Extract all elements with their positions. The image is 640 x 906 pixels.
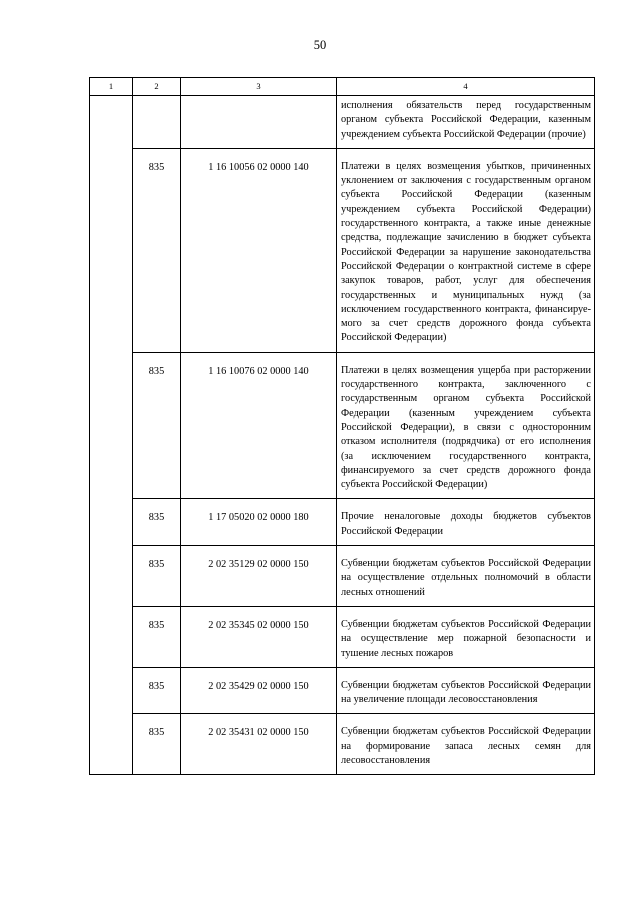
column-header-4: 4 xyxy=(337,78,595,96)
description-cell: исполнения обязательств перед государственным органом субъекта Российской Федерации, казенным учреждением субъекта Российской Федерации (прочие) xyxy=(337,96,595,149)
table-row xyxy=(90,546,595,607)
description-cell: Субвенции бюджетам субъектов Российской Федерации на осуществление отдельных полномочий в области лесных отношений xyxy=(337,546,595,607)
table-row xyxy=(90,352,595,499)
budget-code-cell: 1 16 10076 02 0000 140 xyxy=(181,352,337,499)
admin-code-cell: 835 xyxy=(133,667,181,714)
admin-code-cell: 835 xyxy=(133,148,181,352)
table-row xyxy=(90,714,595,775)
admin-code-cell: 835 xyxy=(133,352,181,499)
budget-code-cell: 2 02 35431 02 0000 150 xyxy=(181,714,337,775)
column-header-3: 3 xyxy=(181,78,337,96)
admin-code-cell xyxy=(133,96,181,149)
admin-code-cell: 835 xyxy=(133,714,181,775)
budget-code-cell: 1 16 10056 02 0000 140 xyxy=(181,148,337,352)
admin-code-cell: 835 xyxy=(133,546,181,607)
column-header-1: 1 xyxy=(90,78,133,96)
budget-code-cell: 2 02 35129 02 0000 150 xyxy=(181,546,337,607)
revenue-codes-table xyxy=(89,77,595,775)
description-cell: Прочие неналоговые доходы бюджетов субъектов Российской Федерации xyxy=(337,499,595,546)
admin-code-cell: 835 xyxy=(133,606,181,667)
description-cell: Субвенции бюджетам субъектов Российской Федерации на увеличение площади лесовосстановления xyxy=(337,667,595,714)
budget-code-cell: 2 02 35345 02 0000 150 xyxy=(181,606,337,667)
page-number: 50 xyxy=(313,38,327,52)
description-cell: Платежи в целях возмещения убытков, причиненных уклонением от заключения с государственным органом субъекта Российской Федерации (казенным учреждением субъекта Российской Федерации) государственного контракта, а также иные денежные средства, подлежащие зачислению в бюджет субъекта Российской Федерации за нарушение законодательства Российской Федерации о контрактной системе в сфере закупок товаров, работ, услуг для обеспечения государственных и муниципальных нужд (за исключением государственного контракта, финансируемого за счет средств дорожного фонда субъекта Российской Федерации) xyxy=(337,148,595,352)
description-cell: Субвенции бюджетам субъектов Российской Федерации на осуществление мер пожарной безопасности и тушение лесных пожаров xyxy=(337,606,595,667)
table-row xyxy=(90,96,595,149)
budget-code-cell: 2 02 35429 02 0000 150 xyxy=(181,667,337,714)
description-cell: Платежи в целях возмещения ущерба при расторжении государственного контракта, заключенного с государственным органом субъекта Российской Федерации (казенным учреждением субъекта Российской Федерации), в связи с односторонним отказом исполнителя (подрядчика) от его исполнения (за исключением государственного контракта, финансируемого за счет средств дорожного фонда субъекта Российской Федерации) xyxy=(337,352,595,499)
budget-code-cell: 1 17 05020 02 0000 180 xyxy=(181,499,337,546)
table-row xyxy=(90,606,595,667)
budget-code-cell xyxy=(181,96,337,149)
merged-column-1-cell xyxy=(90,96,133,775)
table-row xyxy=(90,148,595,352)
description-cell: Субвенции бюджетам субъектов Российской Федерации на формирование запаса лесных семян для лесовосстановления xyxy=(337,714,595,775)
admin-code-cell: 835 xyxy=(133,499,181,546)
table-header-row xyxy=(90,78,595,96)
table-row xyxy=(90,667,595,714)
table-row xyxy=(90,499,595,546)
column-header-2: 2 xyxy=(133,78,181,96)
